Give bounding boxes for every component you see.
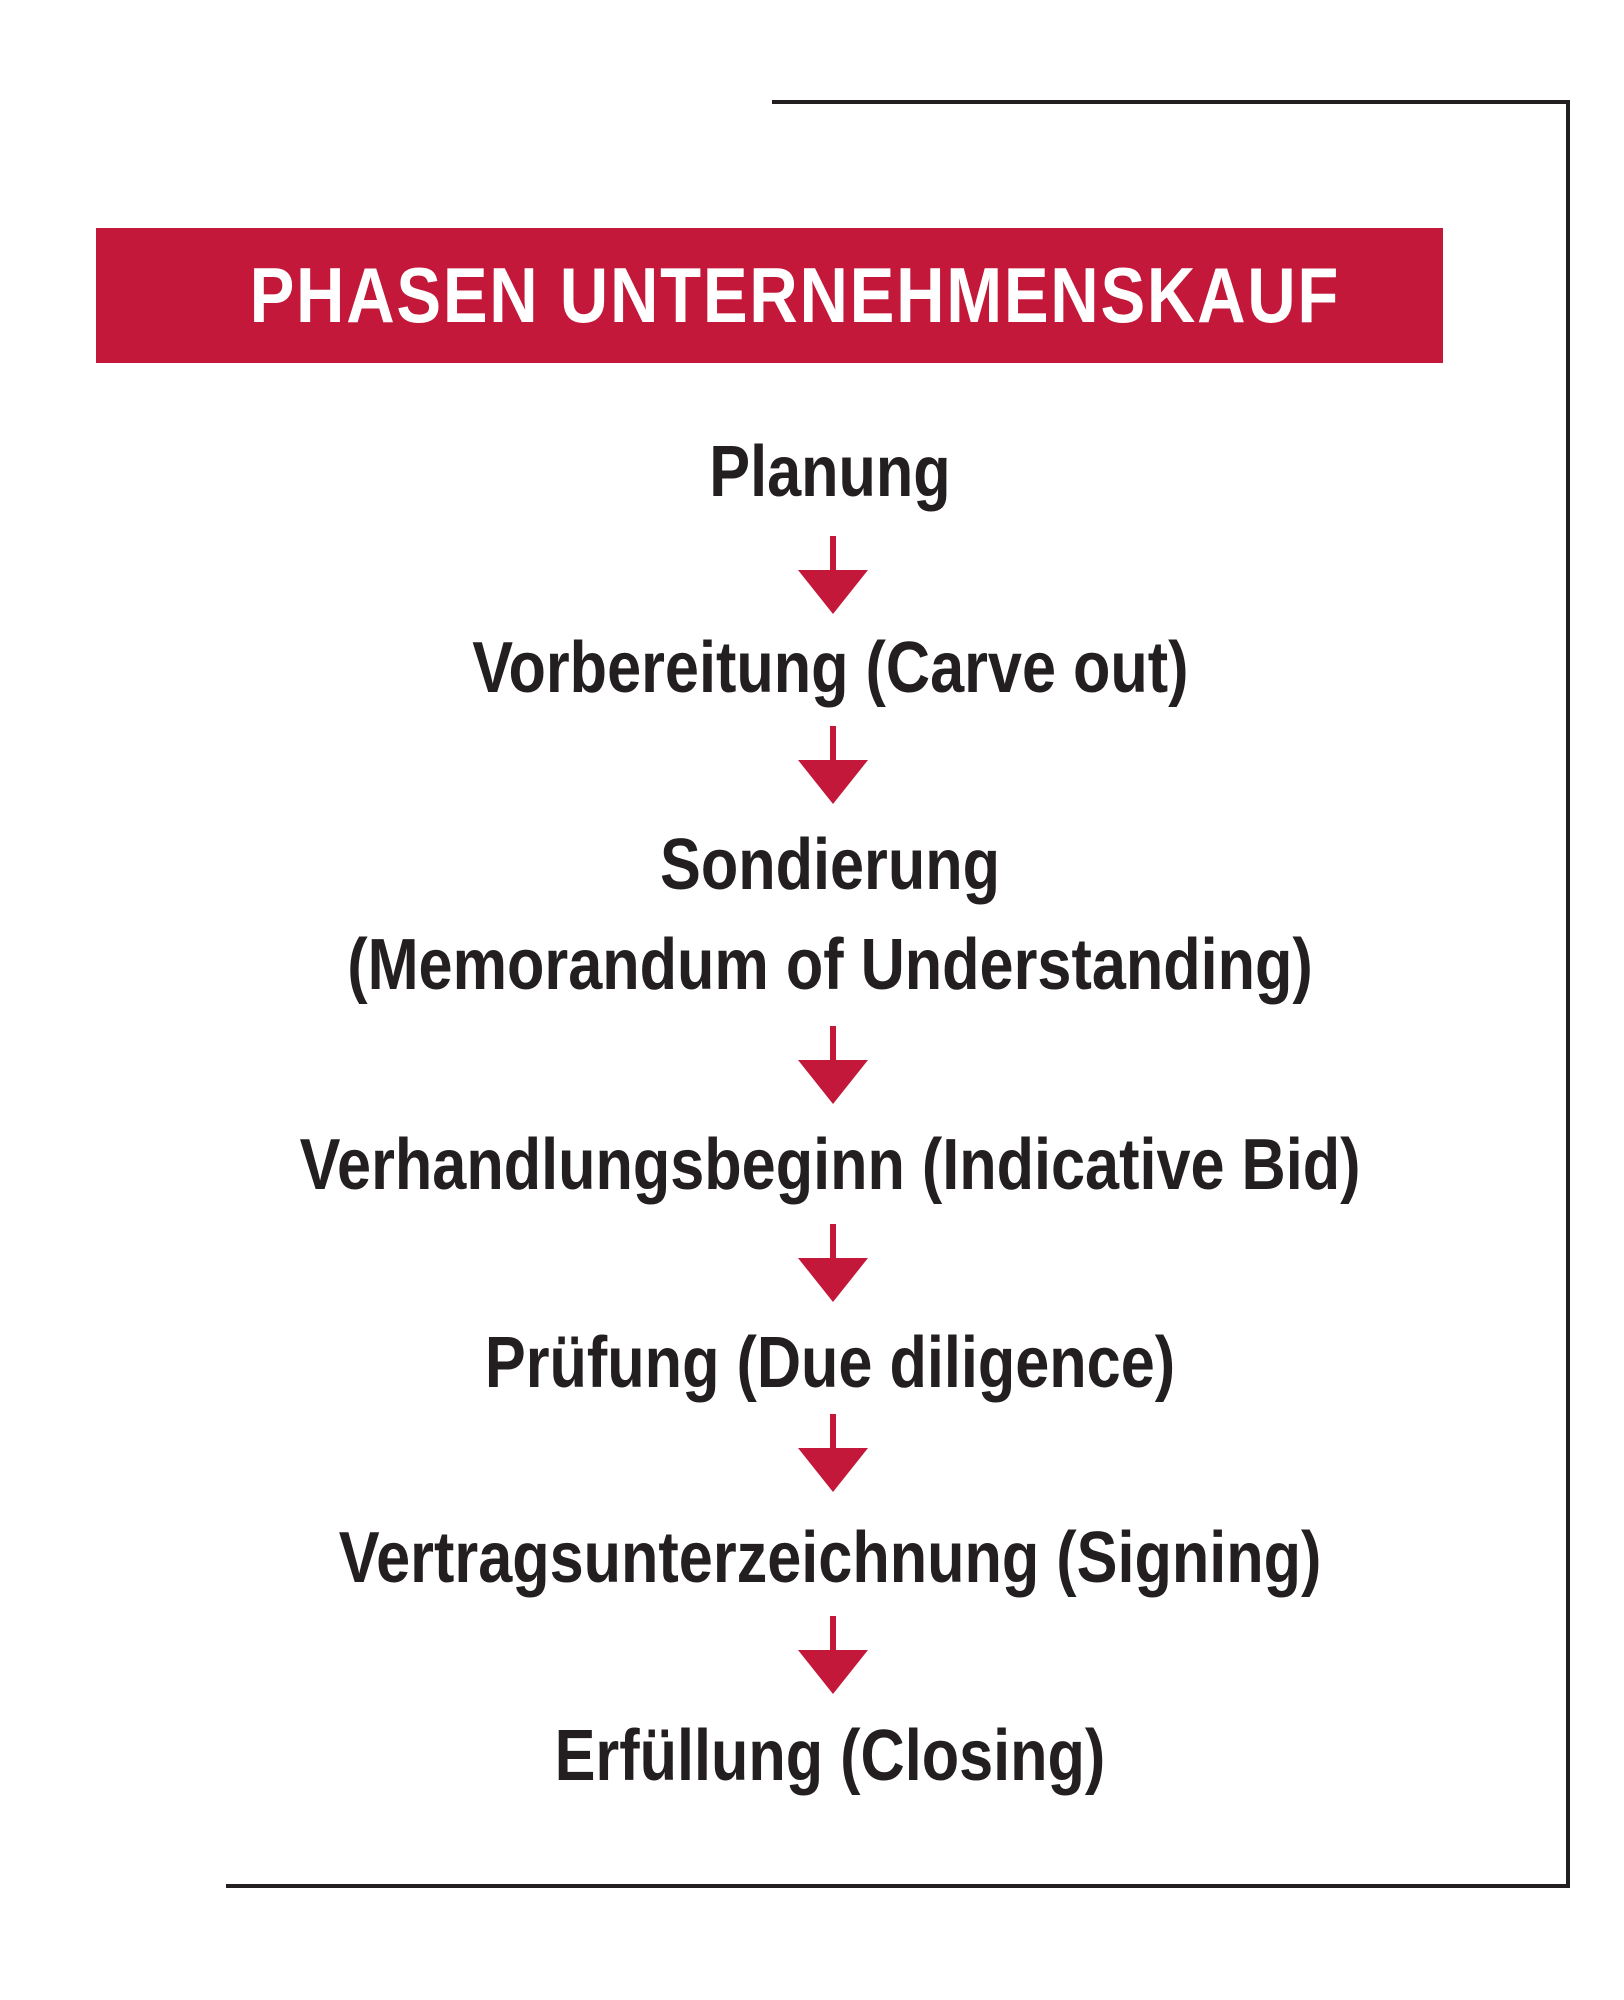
step-sondierung [160, 815, 1500, 915]
step-vertragsunterzeichnung [160, 1508, 1500, 1608]
step-label: Sondierung [659, 825, 1000, 905]
diagram-title: PHASEN UNTERNEHMENSKAUF [250, 251, 1341, 339]
step-label: Verhandlungsbeginn (Indicative Bid) [299, 1125, 1361, 1205]
step-label: Prüfung (Due diligence) [484, 1323, 1176, 1403]
arrow-down-icon [798, 1414, 868, 1492]
step-label: Vertragsunterzeichnung (Signing) [338, 1518, 1322, 1598]
step-erfuellung [160, 1706, 1500, 1806]
step-pruefung [160, 1313, 1500, 1413]
step-verhandlungsbeginn [160, 1115, 1500, 1215]
arrow-down-icon [798, 1026, 868, 1104]
step-label-line2: (Memorandum of Understanding) [347, 925, 1313, 1005]
arrow-down-icon [798, 536, 868, 614]
arrow-down-icon [798, 726, 868, 804]
step-label: Erfüllung (Closing) [554, 1716, 1106, 1796]
step-planung [160, 422, 1500, 522]
step-sondierung-detail [160, 915, 1500, 1015]
arrow-down-icon [798, 1224, 868, 1302]
step-label: Planung [709, 432, 951, 512]
arrow-down-icon [798, 1616, 868, 1694]
step-vorbereitung [160, 618, 1500, 718]
step-label: Vorbereitung (Carve out) [471, 628, 1189, 708]
